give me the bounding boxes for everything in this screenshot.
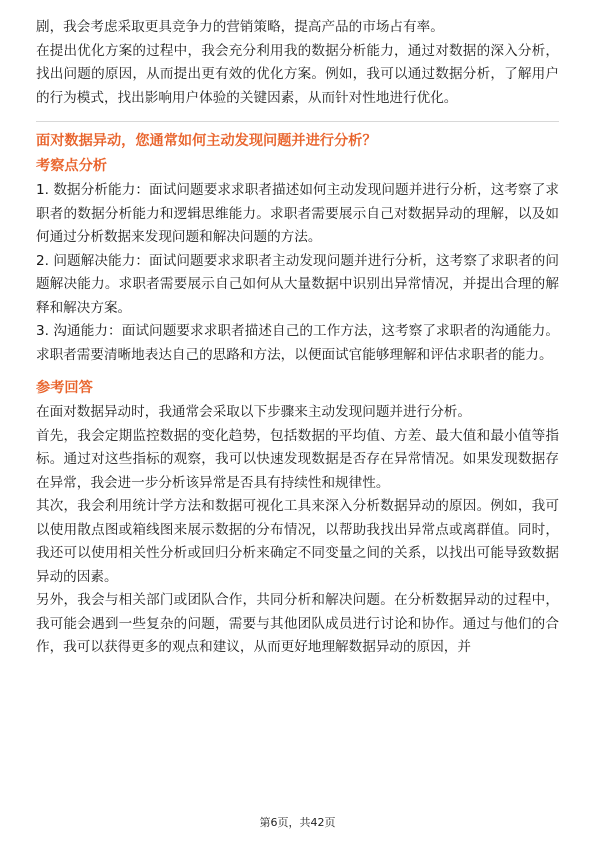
intro-paragraph-2: 在提出优化方案的过程中，我会充分利用我的数据分析能力，通过对数据的深入分析，找出问题的原因，从而提出更有效的优化方案。例如，我可以通过数据分析，了解用户的行为模式，找出影响用户体验的关键因素，从而针对性地进行优化。 <box>36 42 559 106</box>
question-title: 面对数据异动，您通常如何主动发现问题并进行分析？ <box>36 133 377 149</box>
answer-paragraph-2: 首先，我会定期监控数据的变化趋势，包括数据的平均值、方差、最大值和最小值等指标。通过对这些指标的观察，我可以快速发现数据是否存在异常情况。如果发现数据存在异常，我会进一步分析该异常是否具有持续性和规律性。 <box>36 427 559 491</box>
answer-paragraph-1: 在面对数据异动时，我通常会采取以下步骤来主动发现问题并进行分析。 <box>36 404 471 420</box>
intro-paragraph-1: 剧，我会考虑采取更具竞争力的营销策略，提高产品的市场占有率。 <box>36 19 444 35</box>
analysis-heading: 考察点分析 <box>36 158 107 174</box>
page-number: 第6页，共42页 <box>259 816 336 829</box>
document-page <box>36 16 559 660</box>
analysis-point-3: 3. 沟通能力：面试问题要求求职者描述自己的工作方法，这考察了求职者的沟通能力。求职者需要清晰地表达自己的思路和方法，以便面试官能够理解和评估求职者的能力。 <box>36 323 559 363</box>
analysis-point-1: 1. 数据分析能力：面试问题要求求职者描述如何主动发现问题并进行分析，这考察了求职者的数据分析能力和逻辑思维能力。求职者需要展示自己对数据异动的理解，以及如何通过分析数据来发现问题和解决问题的方法。 <box>36 182 559 245</box>
answer-paragraph-3: 其次，我会利用统计学方法和数据可视化工具来深入分析数据异动的原因。例如，我可以使用散点图或箱线图来展示数据的分布情况，以帮助我找出异常点或离群值。同时，我还可以使用相关性分析或回归分析来确定不同变量之间的关系，以找出可能导致数据异动的因素。 <box>36 498 559 585</box>
answer-heading: 参考回答 <box>36 380 93 396</box>
answer-paragraph-4: 另外，我会与相关部门或团队合作，共同分析和解决问题。在分析数据异动的过程中，我可能会遇到一些复杂的问题，需要与其他团队成员进行讨论和协作。通过与他们的合作，我可以获得更多的观点和建议，从而更好地理解数据异动的原因，并 <box>36 592 559 655</box>
section-divider <box>36 121 559 122</box>
analysis-point-2: 2. 问题解决能力：面试问题要求求职者主动发现问题并进行分析，这考察了求职者的问题解决能力。求职者需要展示自己如何从大量数据中识别出异常情况，并提出合理的解释和解决方案。 <box>36 252 559 316</box>
